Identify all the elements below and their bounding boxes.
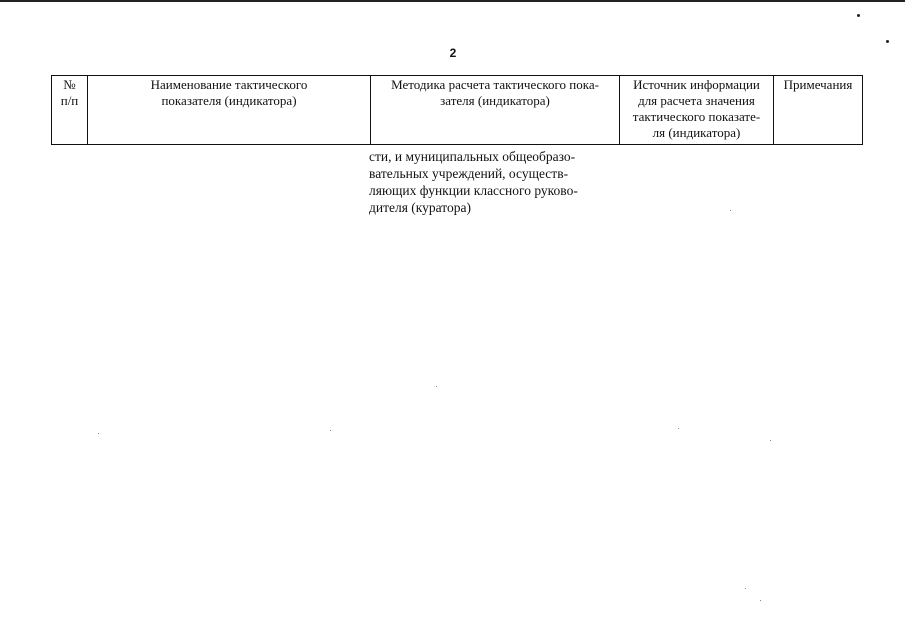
header-cell-name [88, 76, 371, 145]
header-name-line-2: показателя (индикатора) [161, 93, 297, 108]
scan-dot [745, 588, 746, 589]
header-cell-method [371, 76, 620, 145]
header-source-line-4: ля (индикатора) [652, 125, 741, 140]
header-cell-source [620, 76, 774, 145]
header-method-line-1: Методика расчета тактического пока- [391, 77, 599, 92]
scan-dot [678, 428, 679, 429]
page-number: 2 [449, 46, 457, 60]
method-continuation-text [369, 148, 619, 216]
scan-dot [770, 440, 771, 441]
header-source-line-3: тактического показате- [632, 109, 761, 124]
header-cell-num [52, 76, 88, 145]
indicator-table-header [51, 75, 863, 145]
top-border-line [0, 0, 905, 2]
header-num-line-1: № [63, 77, 76, 92]
continuation-line: дителя (куратора) [369, 200, 472, 215]
scan-dot [98, 433, 99, 434]
header-cell-notes [774, 76, 863, 145]
scan-speck [857, 14, 860, 17]
continuation-line: ляющих функции классного руково- [369, 183, 578, 198]
table-header-row [52, 76, 863, 145]
header-source-line-1: Источник информации [633, 77, 760, 92]
scan-speck [886, 40, 889, 43]
scan-dot [730, 210, 731, 211]
continuation-line: сти, и муниципальных общеобразо- [369, 149, 576, 164]
scan-dot [436, 386, 437, 387]
scan-dot [760, 600, 761, 601]
continuation-line: вательных учреждений, осуществ- [369, 166, 569, 181]
header-method-line-2: зателя (индикатора) [440, 93, 550, 108]
header-num-line-2: п/п [60, 93, 79, 108]
header-name-line-1: Наименование тактического [150, 77, 308, 92]
header-source-line-2: для расчета значения [638, 93, 755, 108]
scan-dot [330, 430, 331, 431]
header-notes-line-1: Примечания [783, 77, 853, 92]
